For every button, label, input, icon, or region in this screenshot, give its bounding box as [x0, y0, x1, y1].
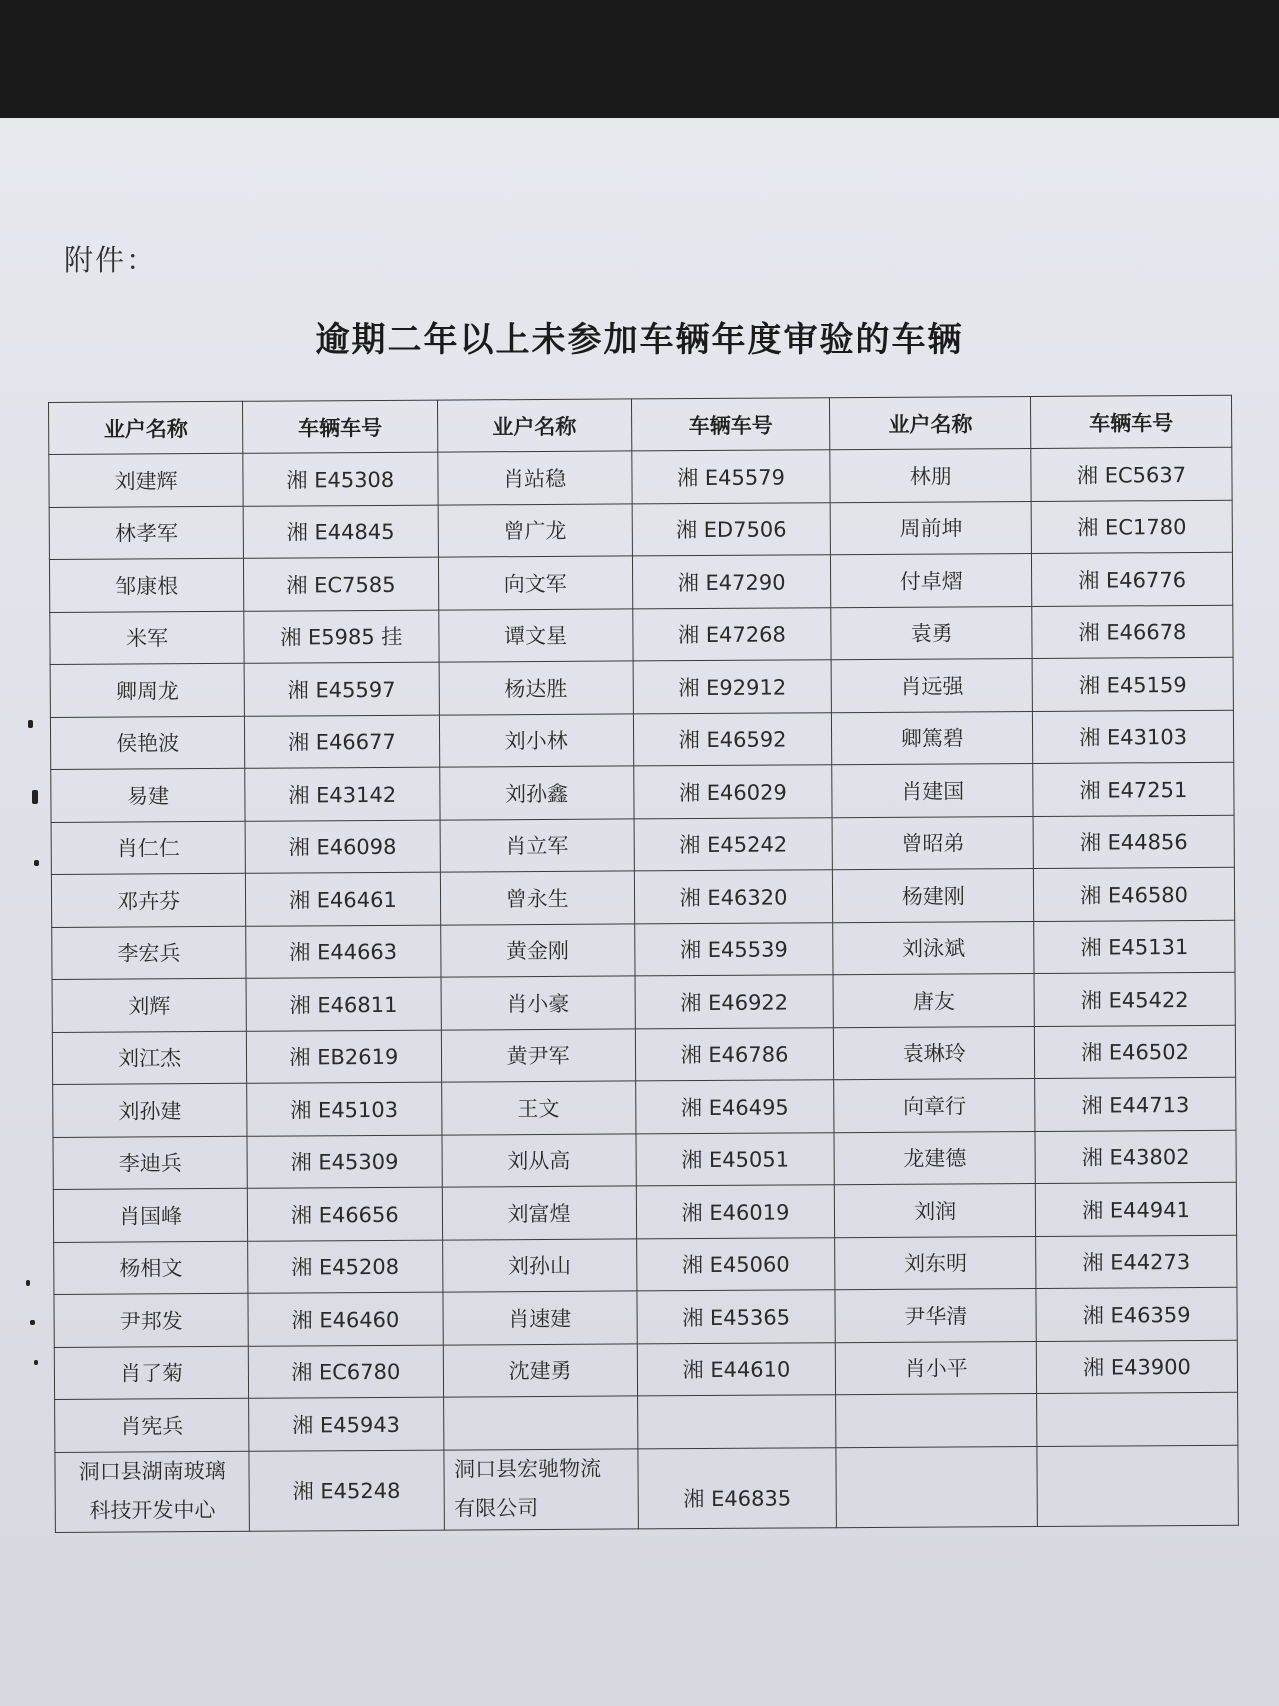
owner-cell: 邹康根	[49, 558, 244, 612]
owner-line: 洞口县湖南玻璃	[78, 1458, 226, 1484]
plate-cell: 湘 E46502	[1034, 1025, 1235, 1079]
table-row	[50, 605, 1233, 665]
owner-cell: 向文军	[438, 556, 633, 610]
owner-cell: 杨建刚	[833, 868, 1034, 922]
table-row	[54, 1235, 1237, 1295]
plate-cell: 湘 E47268	[633, 607, 832, 661]
owner-line: 有限公司	[454, 1496, 539, 1521]
owner-cell: 肖站稳	[437, 451, 632, 505]
owner-cell: 肖小豪	[441, 976, 636, 1030]
plate-cell: 湘 E92912	[633, 660, 832, 714]
owner-cell	[836, 1393, 1037, 1447]
table-row	[50, 710, 1233, 770]
owner-cell: 袁琳玲	[834, 1026, 1035, 1080]
plate-cell: 湘 E45539	[634, 922, 833, 976]
owner-cell: 付卓熠	[831, 553, 1032, 607]
owner-cell: 卿周龙	[50, 663, 245, 717]
table-row	[52, 920, 1235, 980]
plate-cell: 湘 EC5637	[1031, 447, 1232, 501]
owner-cell: 曾广龙	[438, 503, 633, 557]
plate-cell: 湘 E44856	[1033, 815, 1234, 869]
owner-cell: 邓卉芬	[51, 873, 246, 927]
plate-cell: 湘 E45579	[632, 450, 831, 504]
plate-cell: 湘 E46656	[248, 1187, 443, 1241]
owner-cell: 袁勇	[831, 606, 1032, 660]
plate-cell: 湘 E45103	[247, 1082, 442, 1136]
plate-cell: 湘 E46786	[635, 1027, 834, 1081]
header-owner-3: 业户名称	[830, 396, 1031, 449]
table-row-last	[55, 1445, 1238, 1533]
owner-cell: 刘泳斌	[833, 921, 1034, 975]
plate-cell: 湘 E46776	[1032, 552, 1233, 606]
owner-cell: 李迪兵	[53, 1136, 248, 1190]
table-header-row	[49, 395, 1232, 454]
owner-cell: 刘富煌	[442, 1186, 637, 1240]
plate-cell: 湘 E45208	[248, 1240, 443, 1294]
owner-cell: 肖立军	[440, 818, 635, 872]
owner-cell: 李宏兵	[52, 926, 247, 980]
owner-cell: 黄尹军	[441, 1028, 636, 1082]
attachment-label: 附件：	[64, 243, 158, 277]
owner-cell: 向章行	[834, 1078, 1035, 1132]
owner-cell: 尹邦发	[54, 1293, 249, 1347]
owner-cell: 刘小林	[439, 713, 634, 767]
owner-cell: 王文	[441, 1081, 636, 1135]
table-row	[51, 867, 1234, 927]
table-row	[54, 1340, 1237, 1400]
table-row	[55, 1392, 1238, 1452]
owner-cell: 肖了菊	[54, 1346, 249, 1400]
plate-cell: 湘 E46678	[1032, 605, 1233, 659]
plate-cell: 湘 E44941	[1035, 1182, 1236, 1236]
owner-cell: 刘孙鑫	[439, 766, 634, 820]
owner-cell: 周前坤	[830, 501, 1031, 555]
owner-cell: 肖宪兵	[55, 1398, 250, 1452]
plate-cell: 湘 E46580	[1034, 867, 1235, 921]
plate-cell: 湘 EC1780	[1031, 500, 1232, 554]
plate-cell: 湘 E46029	[633, 765, 832, 819]
table-row	[50, 657, 1233, 717]
owner-cell: 肖小平	[836, 1341, 1037, 1395]
table-row	[51, 815, 1234, 875]
owner-cell: 杨相文	[54, 1241, 249, 1295]
owner-cell: 刘建辉	[49, 453, 244, 507]
plate-cell: 湘 E46592	[633, 712, 832, 766]
table-row	[49, 447, 1232, 507]
owner-cell: 沈建勇	[443, 1343, 638, 1397]
plate-cell: 湘 E46320	[634, 870, 833, 924]
plate-cell: 湘 E46495	[635, 1080, 834, 1134]
header-owner-2: 业户名称	[437, 399, 632, 452]
owner-line: 科技开发中心	[89, 1498, 216, 1524]
plate-cell: 湘 E44713	[1035, 1077, 1236, 1131]
table-row	[54, 1287, 1237, 1347]
table-row	[49, 552, 1232, 612]
plate-cell: 湘 E46359	[1036, 1287, 1237, 1341]
plate-cell: 湘 E44845	[243, 505, 438, 559]
owner-cell: 林孝军	[49, 506, 244, 560]
owner-cell: 易建	[51, 768, 246, 822]
plate-cell: 湘 E47251	[1033, 762, 1234, 816]
header-owner-1: 业户名称	[49, 401, 244, 454]
table-row	[51, 762, 1234, 822]
plate-cell: 湘 E46098	[245, 820, 440, 874]
owner-cell: 杨达胜	[439, 661, 634, 715]
plate-cell: 湘 E45597	[244, 662, 439, 716]
plate-cell: 湘 E5985 挂	[244, 610, 439, 664]
owner-cell: 刘孙建	[53, 1083, 248, 1137]
plate-cell: 湘 E46461	[246, 872, 441, 926]
plate-cell: 湘 E45248	[249, 1450, 444, 1532]
owner-cell: 刘东明	[835, 1236, 1036, 1290]
plate-cell	[1037, 1392, 1238, 1446]
plate-cell: 湘 E45060	[636, 1237, 835, 1291]
plate-cell: 湘 ED7506	[632, 502, 831, 556]
owner-line: 洞口县宏驰物流	[453, 1456, 602, 1482]
owner-cell: 尹华清	[835, 1288, 1036, 1342]
plate-cell: 湘 E45943	[249, 1397, 444, 1451]
owner-cell: 肖建国	[832, 763, 1033, 817]
plate-cell: 湘 E45242	[634, 817, 833, 871]
owner-cell: 肖仁仁	[51, 821, 246, 875]
plate-cell: 湘 E45308	[243, 452, 438, 506]
table-row	[49, 500, 1232, 560]
plate-cell: 湘 E45159	[1032, 657, 1233, 711]
plate-cell: 湘 EC6780	[249, 1345, 444, 1399]
owner-cell: 侯艳波	[50, 716, 245, 770]
plate-cell	[637, 1395, 836, 1449]
owner-cell: 唐友	[833, 973, 1034, 1027]
plate-cell: 湘 E46677	[245, 715, 440, 769]
table-row	[53, 1182, 1236, 1242]
owner-cell: 卿篤碧	[832, 711, 1033, 765]
plate-cell: 湘 E46922	[635, 975, 834, 1029]
owner-cell: 米军	[50, 611, 245, 665]
owner-cell: 龙建德	[834, 1131, 1035, 1185]
owner-cell: 曾昭弟	[832, 816, 1033, 870]
owner-cell: 肖国峰	[53, 1188, 248, 1242]
plate-cell: 湘 E45131	[1034, 920, 1235, 974]
owner-cell	[443, 1396, 638, 1450]
owner-cell: 黄金刚	[440, 923, 635, 977]
plate-cell: 湘 E44610	[637, 1342, 836, 1396]
owner-cell: 刘孙山	[442, 1238, 637, 1292]
plate-cell: 湘 E46460	[248, 1292, 443, 1346]
plate-cell: 湘 EC7585	[244, 557, 439, 611]
owner-cell: 刘江杰	[52, 1031, 247, 1085]
table-row	[53, 1077, 1236, 1137]
owner-cell: 刘从高	[441, 1133, 636, 1187]
plate-cell: 湘 E47290	[632, 555, 831, 609]
document-title: 逾期二年以上未参加车辆年度审验的车辆	[315, 320, 964, 360]
plate-cell: 湘 E45051	[636, 1132, 835, 1186]
owner-cell: 曾永生	[440, 871, 635, 925]
plate-cell: 湘 EB2619	[247, 1030, 442, 1084]
margin-specks	[26, 720, 42, 1420]
owner-cell: 肖远强	[831, 658, 1032, 712]
empty-cell	[1037, 1445, 1238, 1527]
plate-cell: 湘 E46811	[246, 977, 441, 1031]
owner-cell: 刘辉	[52, 978, 247, 1032]
empty-cell	[836, 1446, 1037, 1528]
table-row	[52, 1025, 1235, 1085]
header-plate-3: 车辆车号	[1031, 395, 1232, 448]
owner-cell: 刘润	[835, 1183, 1036, 1237]
table-row	[52, 972, 1235, 1032]
plate-cell: 湘 E44663	[246, 925, 441, 979]
plate-cell: 湘 E43802	[1035, 1130, 1236, 1184]
table-row	[53, 1130, 1236, 1190]
plate-cell: 湘 E45365	[637, 1290, 836, 1344]
owner-cell	[55, 1451, 250, 1533]
owner-cell: 肖速建	[442, 1291, 637, 1345]
header-plate-1: 车辆车号	[243, 400, 438, 453]
owner-cell: 林朋	[830, 448, 1031, 502]
plate-cell: 湘 E46019	[636, 1185, 835, 1239]
plate-cell: 湘 E43103	[1033, 710, 1234, 764]
plate-cell: 湘 E46835	[638, 1447, 837, 1529]
plate-cell: 湘 E44273	[1036, 1235, 1237, 1289]
plate-cell: 湘 E43142	[245, 767, 440, 821]
vehicle-table	[48, 395, 1239, 1533]
header-plate-2: 车辆车号	[631, 398, 830, 451]
plate-cell: 湘 E43900	[1036, 1340, 1237, 1394]
plate-cell: 湘 E45309	[247, 1135, 442, 1189]
plate-cell: 湘 E45422	[1034, 972, 1235, 1026]
owner-cell: 谭文星	[438, 608, 633, 662]
owner-cell	[443, 1448, 638, 1530]
